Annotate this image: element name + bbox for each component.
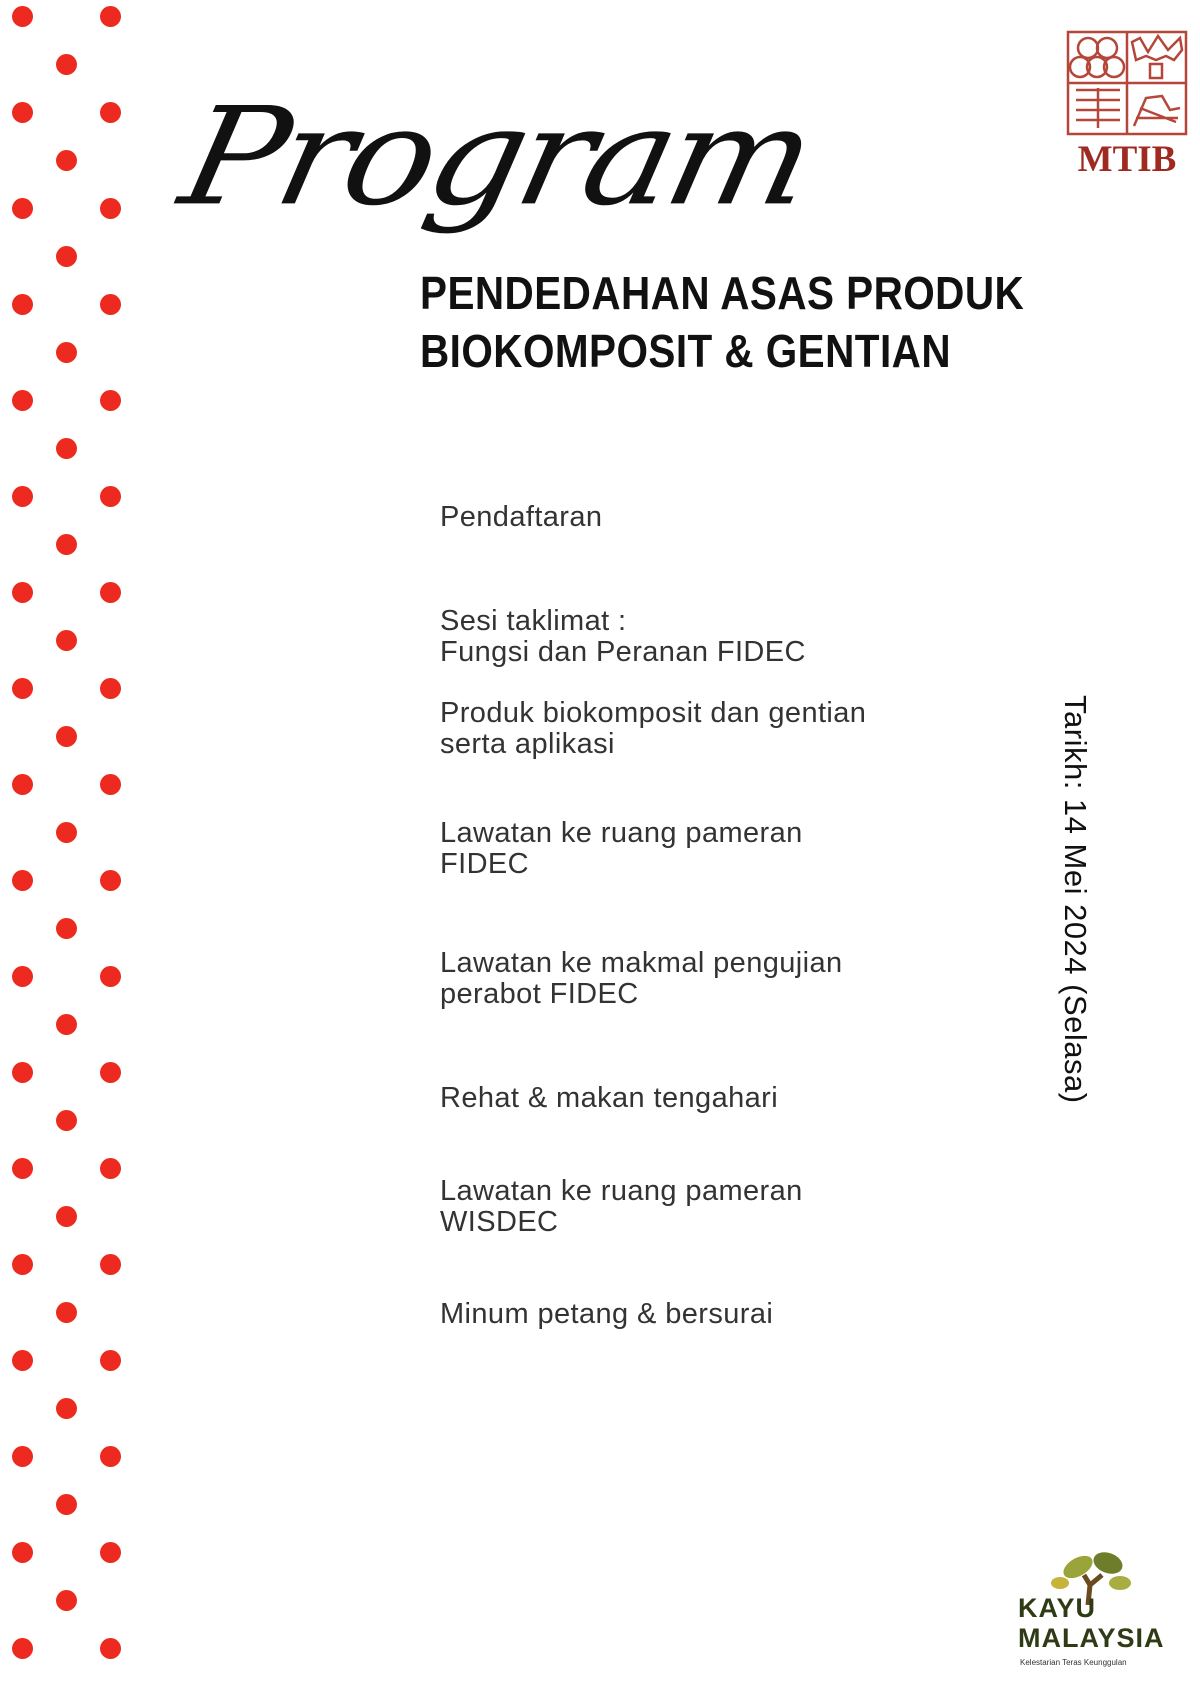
decorative-dot: [12, 774, 33, 795]
schedule-activity: [440, 698, 980, 760]
decorative-dot: [12, 390, 33, 411]
activity-line: perabot FIDEC: [440, 978, 639, 1010]
decorative-dot: [56, 822, 77, 843]
decorative-dot: [56, 1206, 77, 1227]
decorative-dot: [12, 198, 33, 219]
activity-line: Rehat & makan tengahari: [440, 1082, 779, 1114]
decorative-dot: [100, 102, 121, 123]
decorative-dot: [56, 54, 77, 75]
decorative-dot: [12, 1638, 33, 1659]
decorative-dot: [100, 1542, 121, 1563]
decorative-dot: [56, 438, 77, 459]
decorative-dot: [100, 1158, 121, 1179]
decorative-dot: [100, 966, 121, 987]
page-title: [420, 265, 1025, 380]
decorative-dot: [100, 1254, 121, 1275]
decorative-dot: [100, 678, 121, 699]
decorative-dot: [12, 294, 33, 315]
decorative-dot: [56, 918, 77, 939]
decorative-dot: [12, 1254, 33, 1275]
activity-line: Produk biokomposit dan gentian: [440, 697, 867, 729]
decorative-dot: [56, 1110, 77, 1131]
kayu-malaysia-logo: [1010, 1545, 1185, 1685]
decorative-dot: [100, 486, 121, 507]
decorative-dot: [100, 198, 121, 219]
decorative-dot: [100, 774, 121, 795]
decorative-dot: [56, 246, 77, 267]
decorative-dot: [100, 1446, 121, 1467]
decorative-dot: [12, 1062, 33, 1083]
activity-line: Sesi taklimat :: [440, 605, 627, 637]
decorative-dot: [56, 1494, 77, 1515]
kayu-logo-line-2: MALAYSIA: [1018, 1623, 1165, 1653]
activity-line: FIDEC: [440, 848, 529, 880]
decorative-dot: [100, 6, 121, 27]
activity-line: Lawatan ke ruang pameran: [440, 1175, 803, 1207]
schedule-activity: [440, 1083, 980, 1114]
activity-line: WISDEC: [440, 1206, 559, 1238]
decorative-dot: [56, 342, 77, 363]
decorative-dot: [100, 1062, 121, 1083]
decorative-dot: [56, 1590, 77, 1611]
decorative-dot: [56, 630, 77, 651]
activity-line: Pendaftaran: [440, 501, 603, 533]
decorative-dot: [12, 870, 33, 891]
decorative-dot: [56, 1302, 77, 1323]
decorative-dot: [12, 486, 33, 507]
activity-line: Minum petang & bersurai: [440, 1298, 774, 1330]
decorative-dot: [100, 870, 121, 891]
decorative-dot: [56, 726, 77, 747]
script-title: Program: [169, 79, 823, 236]
decorative-dot: [100, 1638, 121, 1659]
decorative-dot: [12, 678, 33, 699]
decorative-dot: [100, 1350, 121, 1371]
schedule-activity: [440, 948, 980, 1010]
decorative-dot: [100, 390, 121, 411]
decorative-dot: [12, 1350, 33, 1371]
decorative-dot: [100, 294, 121, 315]
decorative-dot: [12, 582, 33, 603]
decorative-dot: [12, 1542, 33, 1563]
schedule-activity: [440, 502, 980, 533]
event-date: Tarikh: 14 Mei 2024 (Selasa): [1058, 695, 1093, 1104]
title-line-2: BIOKOMPOSIT & GENTIAN: [420, 324, 951, 377]
title-line-1: PENDEDAHAN ASAS PRODUK: [420, 267, 1025, 319]
decorative-dot: [56, 1014, 77, 1035]
schedule-activity: [440, 1176, 980, 1238]
schedule-activity: [440, 818, 980, 880]
kayu-logo-line-1: KAYU: [1018, 1593, 1097, 1623]
decorative-dot: [56, 534, 77, 555]
mtib-logo: [1066, 30, 1188, 180]
decorative-dot: [12, 1158, 33, 1179]
mtib-emblem-icon: [1066, 30, 1188, 136]
decorative-dot: [12, 102, 33, 123]
activity-line: Lawatan ke ruang pameran: [440, 817, 803, 849]
decorative-dot-border: [0, 0, 140, 1698]
activity-line: serta aplikasi: [440, 728, 615, 760]
decorative-dot: [12, 6, 33, 27]
decorative-dot: [12, 966, 33, 987]
activity-line: Lawatan ke makmal pengujian: [440, 947, 843, 979]
kayu-logo-tagline: Kelestarian Teras Keunggulan: [1020, 1658, 1127, 1667]
decorative-dot: [56, 1398, 77, 1419]
schedule-activity: [440, 606, 980, 668]
decorative-dot: [100, 582, 121, 603]
schedule-activity: [440, 1299, 980, 1330]
mtib-logo-text: MTIB: [1077, 139, 1177, 180]
activity-line: Fungsi dan Peranan FIDEC: [440, 636, 806, 668]
decorative-dot: [56, 150, 77, 171]
decorative-dot: [12, 1446, 33, 1467]
